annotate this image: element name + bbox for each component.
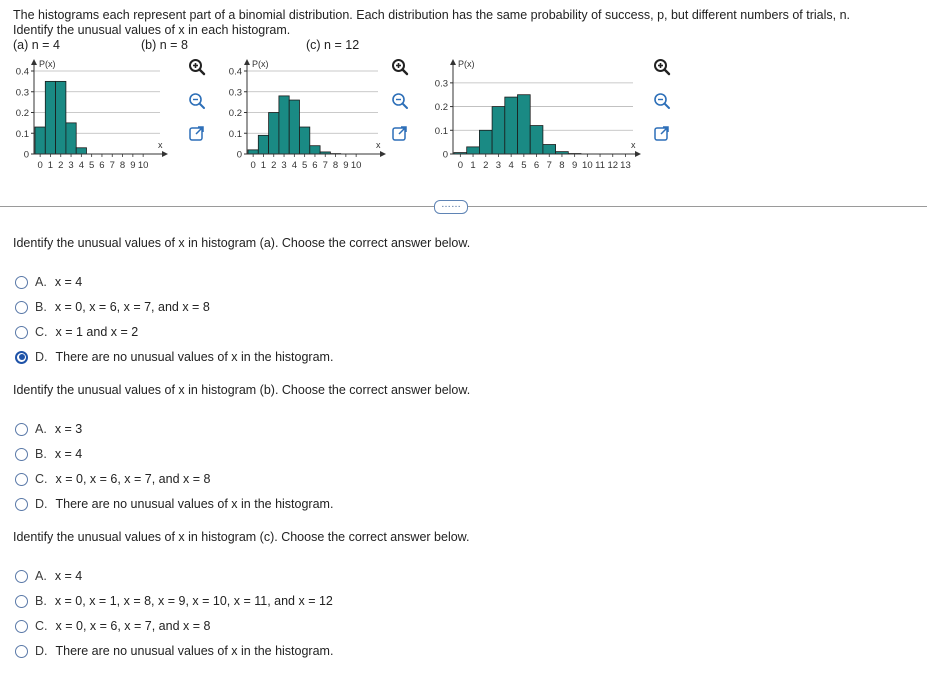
option-text: x = 4 xyxy=(54,569,83,583)
histogram-bar xyxy=(492,107,505,154)
x-tick-label: 4 xyxy=(78,160,84,171)
x-tick-label: 7 xyxy=(546,160,552,171)
zoom-out-icon[interactable] xyxy=(391,92,409,110)
histogram-bar xyxy=(289,100,299,154)
question-b-option-d[interactable] xyxy=(15,495,333,513)
external-link-icon[interactable] xyxy=(188,125,206,143)
y-tick-label: 0 xyxy=(23,149,29,161)
x-tick-label: 1 xyxy=(260,160,267,171)
y-tick-label: 0.1 xyxy=(434,125,448,137)
option-text: x = 0, x = 6, x = 7, and x = 8 xyxy=(54,300,210,314)
x-tick-label: 4 xyxy=(291,160,297,171)
y-tick-label: 0.1 xyxy=(228,128,242,140)
histogram-c-label: (c) n = 12 xyxy=(306,38,360,52)
x-tick-label: 1 xyxy=(470,160,476,171)
radio-button-selected[interactable] xyxy=(15,351,28,364)
x-tick-label: 3 xyxy=(495,160,502,171)
option-text: x = 0, x = 6, x = 7, and x = 8 xyxy=(55,619,211,633)
histogram-c xyxy=(422,52,657,187)
question-c-option-b[interactable] xyxy=(15,592,333,610)
x-axis-arrow xyxy=(162,151,168,157)
option-letter: D. xyxy=(35,497,48,511)
radio-button[interactable] xyxy=(15,620,28,633)
x-tick-label: 3 xyxy=(68,160,74,171)
histogram-bar xyxy=(248,150,258,154)
zoom-in-icon[interactable] xyxy=(653,58,671,76)
x-tick-label: 10 xyxy=(582,160,593,171)
y-tick-label: 0.2 xyxy=(15,108,29,119)
question-a-option-b[interactable] xyxy=(15,298,210,316)
option-text: There are no unusual values of x in the histogram. xyxy=(55,644,334,658)
question-b-prompt: Identify the unusual values of x in histogram (b). Choose the correct answer below. xyxy=(13,383,471,397)
y-axis-arrow xyxy=(31,59,37,65)
option-letter: D. xyxy=(35,644,48,658)
x-tick-label: 7 xyxy=(322,160,328,171)
option-letter: C. xyxy=(35,619,48,633)
option-text: There are no unusual values of x in the histogram. xyxy=(55,350,334,364)
radio-button[interactable] xyxy=(15,448,28,461)
x-tick-label: 9 xyxy=(130,160,136,171)
question-b-option-b[interactable] xyxy=(15,445,82,463)
radio-button[interactable] xyxy=(15,276,28,289)
radio-button[interactable] xyxy=(15,645,28,658)
option-letter: B. xyxy=(35,447,47,461)
x-tick-label: 3 xyxy=(281,160,287,171)
y-tick-label: 0.4 xyxy=(15,66,29,78)
option-text: x = 3 xyxy=(54,422,83,436)
option-text: x = 4 xyxy=(54,275,83,289)
option-letter: B. xyxy=(35,594,47,608)
y-axis-arrow xyxy=(450,59,456,65)
radio-button[interactable] xyxy=(15,326,28,339)
x-tick-label: 0 xyxy=(250,160,256,171)
y-axis-label: P(x) xyxy=(458,59,475,69)
histogram-bar xyxy=(258,135,268,154)
x-tick-label: 8 xyxy=(559,160,565,171)
histogram-bar xyxy=(543,145,556,154)
option-text: There are no unusual values of x in the histogram. xyxy=(55,497,334,511)
histogram-bar xyxy=(66,123,76,154)
radio-button[interactable] xyxy=(15,595,28,608)
histogram-b-svg xyxy=(218,52,398,182)
y-tick-label: 0 xyxy=(236,149,242,161)
option-text: x = 1 and x = 2 xyxy=(55,325,139,339)
option-letter: A. xyxy=(35,422,47,436)
option-letter: D. xyxy=(35,350,48,364)
zoom-out-icon[interactable] xyxy=(188,92,206,110)
expand-more-button[interactable]: …… xyxy=(434,200,468,214)
external-link-icon[interactable] xyxy=(391,125,409,143)
y-tick-label: 0 xyxy=(442,149,448,161)
question-b-option-a[interactable] xyxy=(15,420,82,438)
x-tick-label: 6 xyxy=(533,160,540,171)
radio-button[interactable] xyxy=(15,498,28,511)
y-tick-label: 0.2 xyxy=(228,108,242,119)
histogram-bar xyxy=(479,130,492,154)
x-tick-label: 0 xyxy=(457,160,463,171)
option-letter: A. xyxy=(35,275,47,289)
x-tick-label: 12 xyxy=(607,160,619,171)
question-c-prompt: Identify the unusual values of x in histogram (c). Choose the correct answer below. xyxy=(13,530,470,544)
x-axis-arrow xyxy=(380,151,386,157)
external-link-icon[interactable] xyxy=(653,125,671,143)
option-letter: C. xyxy=(35,325,48,339)
x-tick-label: 2 xyxy=(58,160,64,171)
histogram-c-svg xyxy=(422,52,657,182)
radio-button[interactable] xyxy=(15,423,28,436)
zoom-in-icon[interactable] xyxy=(188,58,206,76)
x-axis-label: x xyxy=(376,140,381,150)
question-b-option-c[interactable] xyxy=(15,470,210,488)
histogram-bar xyxy=(467,147,480,154)
option-text: x = 0, x = 6, x = 7, and x = 8 xyxy=(55,472,211,486)
histogram-bar xyxy=(300,127,310,154)
histogram-a-label: (a) n = 4 xyxy=(13,38,60,52)
x-tick-label: 8 xyxy=(119,160,126,171)
histogram-bar xyxy=(56,81,66,154)
x-tick-label: 2 xyxy=(271,160,277,171)
intro-line-2: Identify the unusual values of x in each histogram. xyxy=(13,23,291,37)
histogram-bar xyxy=(505,97,518,154)
histogram-bar xyxy=(76,148,86,154)
x-tick-label: 1 xyxy=(47,160,54,171)
histogram-b-label: (b) n = 8 xyxy=(141,38,188,52)
x-tick-label: 4 xyxy=(508,160,514,171)
y-axis-label: P(x) xyxy=(252,59,269,69)
option-letter: B. xyxy=(35,300,47,314)
y-tick-label: 0.2 xyxy=(434,102,448,114)
option-text: x = 4 xyxy=(54,447,83,461)
x-tick-label: 5 xyxy=(521,160,527,171)
x-tick-label: 10 xyxy=(350,160,362,171)
question-a-option-d[interactable] xyxy=(15,348,333,366)
x-tick-label: 2 xyxy=(483,160,489,171)
option-letter: C. xyxy=(35,472,48,486)
x-tick-label: 11 xyxy=(595,160,605,171)
y-tick-label: 0.3 xyxy=(434,78,448,90)
zoom-out-icon[interactable] xyxy=(653,92,671,110)
x-axis-arrow xyxy=(635,151,641,157)
x-axis-label: x xyxy=(158,140,163,150)
question-a-prompt: Identify the unusual values of x in histogram (a). Choose the correct answer below. xyxy=(13,236,471,250)
histogram-bar xyxy=(530,126,543,154)
histogram-bar xyxy=(279,96,289,154)
histogram-bar xyxy=(518,95,531,154)
y-tick-label: 0.3 xyxy=(15,87,29,99)
y-tick-label: 0.1 xyxy=(15,128,29,140)
radio-button[interactable] xyxy=(15,570,28,583)
histogram-a-svg xyxy=(0,52,180,182)
x-tick-label: 9 xyxy=(343,160,349,171)
question-a-option-a[interactable] xyxy=(15,273,82,291)
x-tick-label: 6 xyxy=(99,160,105,171)
x-tick-label: 5 xyxy=(89,160,95,171)
option-text: x = 0, x = 1, x = 8, x = 9, x = 10, x = 11, and x = 12 xyxy=(54,594,333,608)
y-tick-label: 0.3 xyxy=(228,87,242,99)
x-tick-label: 9 xyxy=(572,160,578,171)
question-c-option-d[interactable] xyxy=(15,642,333,660)
x-tick-label: 0 xyxy=(37,160,43,171)
zoom-in-icon[interactable] xyxy=(391,58,409,76)
x-tick-label: 5 xyxy=(302,160,308,171)
histogram-bar xyxy=(310,146,320,154)
y-axis-arrow xyxy=(244,59,250,65)
radio-button[interactable] xyxy=(15,301,28,314)
question-c-option-a[interactable] xyxy=(15,567,82,585)
x-tick-label: 10 xyxy=(137,160,149,171)
y-axis-label: P(x) xyxy=(39,59,56,69)
x-tick-label: 13 xyxy=(620,160,631,171)
histogram-bar xyxy=(35,127,45,154)
question-c-option-c[interactable] xyxy=(15,617,210,635)
x-tick-label: 6 xyxy=(312,160,318,171)
intro-line-1: The histograms each represent part of a binomial distribution. Each distribution has the same probability of success, p, but different numbers of trials, n. xyxy=(13,8,851,22)
x-tick-label: 8 xyxy=(332,160,339,171)
histogram-bar xyxy=(45,81,55,154)
histogram-b xyxy=(218,52,398,187)
question-a-option-c[interactable] xyxy=(15,323,138,341)
x-tick-label: 7 xyxy=(109,160,115,171)
histogram-bar xyxy=(269,113,279,155)
histogram-a xyxy=(0,52,180,187)
radio-button[interactable] xyxy=(15,473,28,486)
option-letter: A. xyxy=(35,569,47,583)
y-tick-label: 0.4 xyxy=(228,66,242,78)
x-axis-label: x xyxy=(631,140,636,150)
